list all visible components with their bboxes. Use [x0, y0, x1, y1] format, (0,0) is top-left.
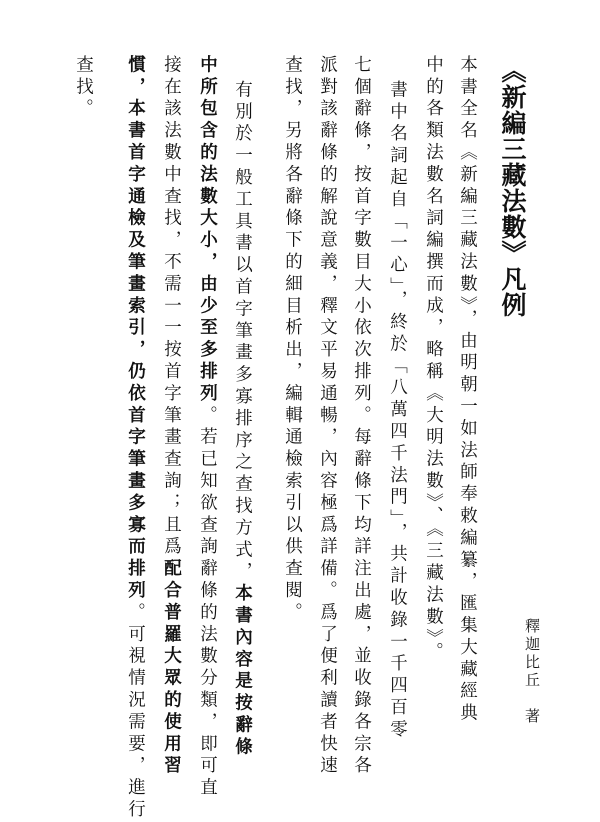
text-segment: 本書全名《新編三藏法數》，由明朝一如法師奉敕編纂，匯集大藏經典	[457, 55, 478, 726]
bold-text-segment: 本書內容是按辭條	[232, 583, 253, 759]
text-segment: 中的各類法數名詞編撰而成，略稱《大明法數》、《三藏法數》。	[423, 55, 444, 664]
bold-text-segment: 中所包含的法數大小，由少至多排列	[197, 55, 218, 406]
text-column	[318, 55, 336, 778]
text-column	[233, 80, 251, 759]
text-segment: 書中名詞起自「一心」，終於「八萬四千法門」，共計收錄一千四百零	[387, 80, 408, 742]
text-segment: 有別於一般工具書以首字筆畫多寡排序之查找方式，	[232, 80, 253, 584]
text-segment: 查找。	[73, 55, 94, 121]
text-segment: 派對該辭條的解說意義，釋文平易通暢，內容極爲詳備。爲了便利讀者快速	[317, 55, 338, 778]
text-column	[458, 55, 476, 725]
document-title: 《新編三藏法數》凡例	[498, 58, 527, 318]
bold-text-segment: 慣，本書首字通檢及筆畫索引，仍依首字筆畫多寡而排列	[125, 55, 146, 603]
text-column	[162, 55, 180, 778]
text-segment: 七個辭條，按首字數目大小依次排列。每辭條下均詳注出處，並收錄各宗各	[351, 55, 372, 778]
text-column	[352, 55, 370, 778]
text-column	[74, 55, 92, 121]
text-column	[126, 55, 144, 822]
text-column	[424, 55, 442, 664]
bold-text-segment: 配合普羅大眾的使用習	[161, 558, 182, 778]
text-column	[283, 55, 301, 624]
text-segment: 。若已知欲查詢辭條的法數分類，即可直	[197, 405, 218, 800]
text-segment: 。可視情況需要，進行	[125, 602, 146, 822]
text-segment: 接在該法數中查找，不需一一按首字筆畫查詢；且爲	[161, 55, 182, 559]
author-byline: 釋迦比丘 著	[523, 618, 541, 726]
text-column	[388, 80, 406, 741]
text-segment: 查找，另將各辭條下的細目析出，編輯通檢索引以供查閱。	[282, 55, 303, 625]
text-column	[198, 55, 216, 800]
